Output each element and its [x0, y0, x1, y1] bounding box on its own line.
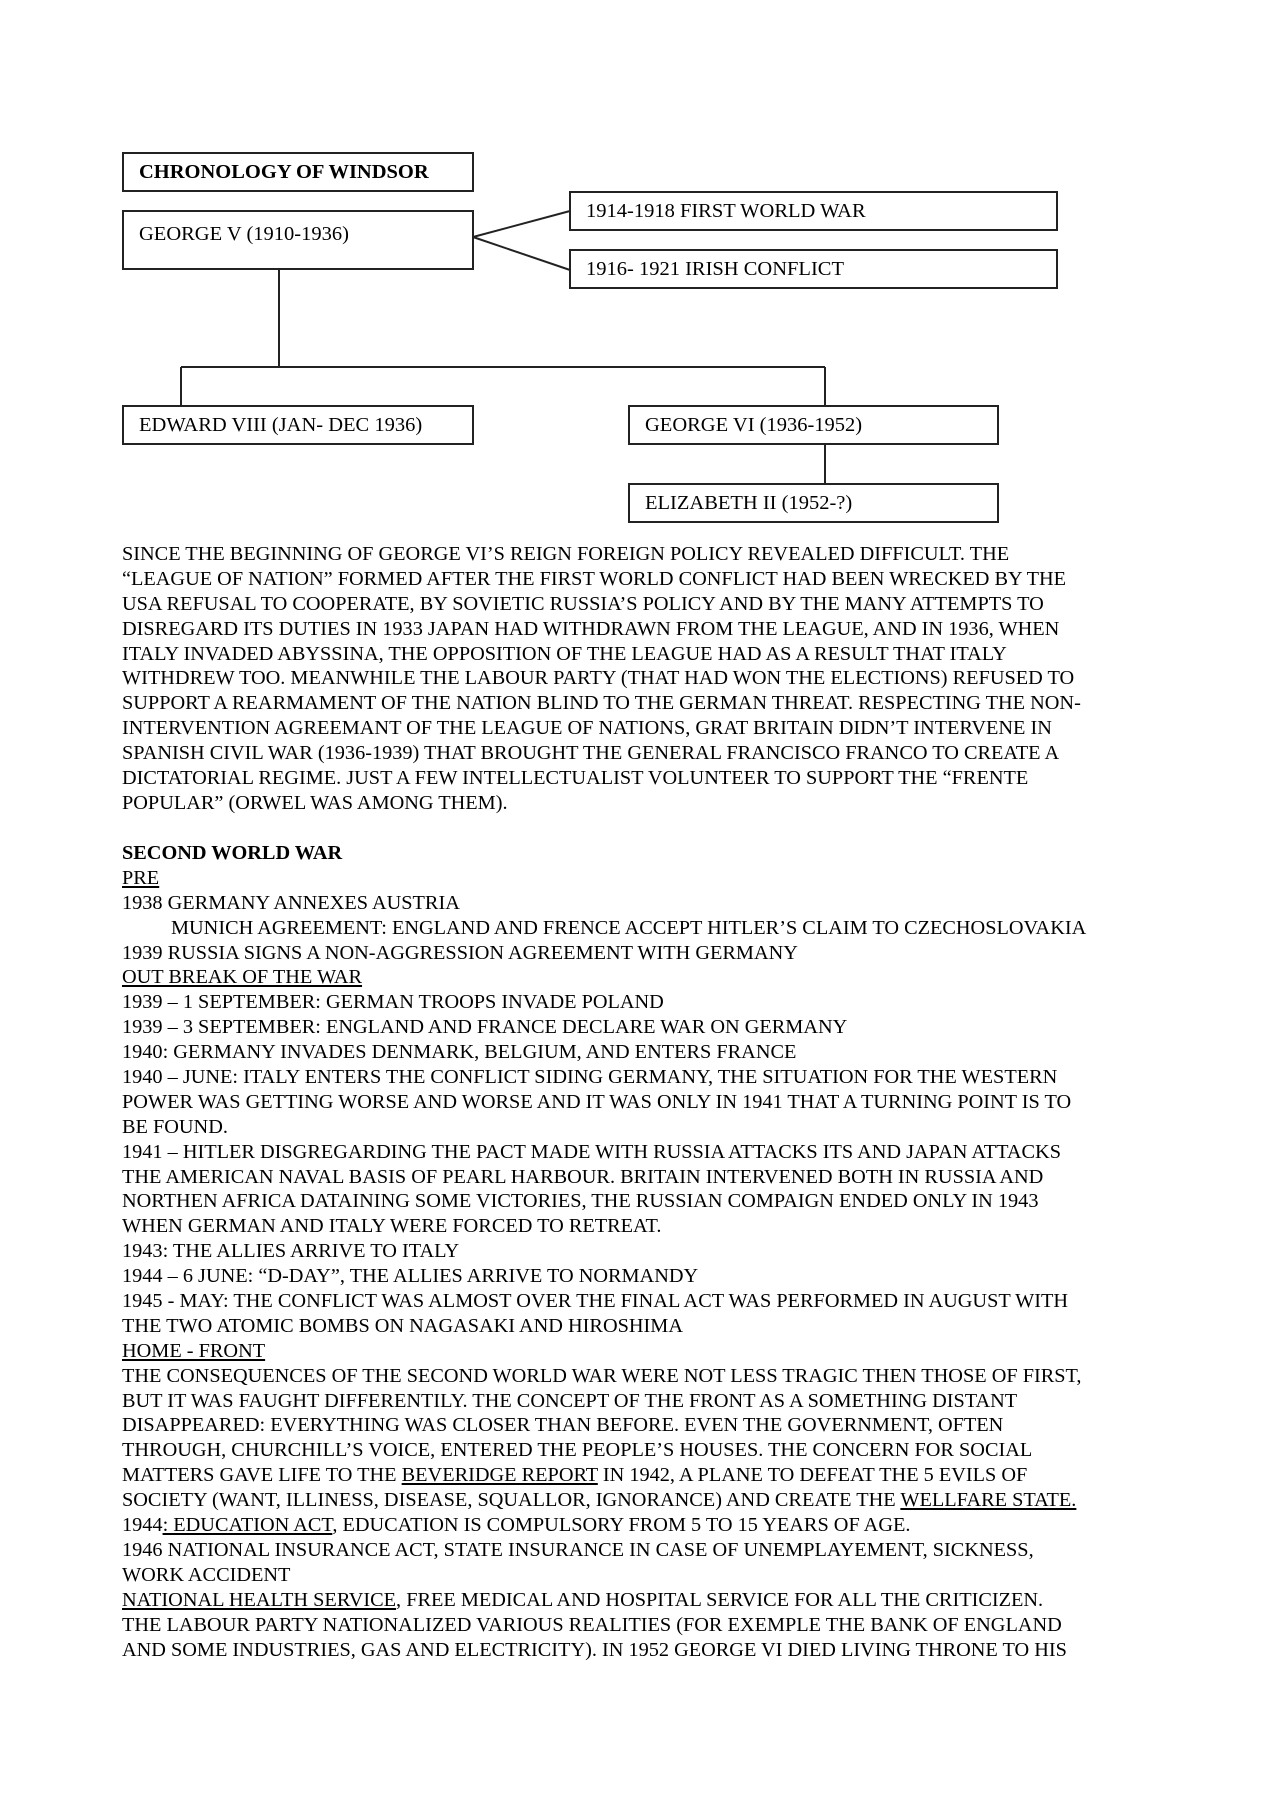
intro-line: WITHDREW TOO. MEANWHILE THE LABOUR PARTY (THAT HAD WON THE ELECTIONS) REFUSED TO: [122, 667, 1075, 690]
outbreak-item: 1944 – 6 JUNE: “D-DAY”, THE ALLIES ARRIVE TO NORMANDY: [122, 1265, 699, 1288]
outbreak-item: BE FOUND.: [122, 1115, 228, 1138]
welfare-line: [122, 1488, 1162, 1513]
pre-item: 1939 RUSSIA SIGNS A NON-AGGRESSION AGREEMENT WITH GERMANY: [122, 941, 798, 964]
education-line-text: , EDUCATION IS COMPULSORY FROM 5 TO 15 YEARS OF AGE.: [332, 1514, 911, 1537]
beveridge-line: [122, 1463, 1162, 1488]
intro-line: “LEAGUE OF NATION” FORMED AFTER THE FIRST WORLD CONFLICT HAD BEEN WRECKED BY THE: [122, 567, 1067, 590]
intro-line: SINCE THE BEGINNING OF GEORGE VI’S REIGN FOREIGN POLICY REVEALED DIFFICULT. THE: [122, 543, 1010, 565]
elizabeth-ii-box: [628, 483, 999, 523]
ww2-heading: SECOND WORLD WAR: [122, 842, 343, 864]
chronology-title-box: [122, 152, 474, 192]
outbreak-heading: OUT BREAK OF THE WAR: [122, 966, 363, 989]
beveridge-report-term: BEVERIDGE REPORT: [401, 1464, 598, 1487]
george-vi-label: GEORGE VI (1936-1952): [645, 413, 863, 436]
home-front-heading: HOME - FRONT: [122, 1339, 266, 1362]
pre-item: 1938 GERMANY ANNEXES AUSTRIA: [122, 891, 460, 914]
edward-viii-label: EDWARD VIII (JAN- DEC 1936): [139, 413, 423, 436]
outbreak-item: THE AMERICAN NAVAL BASIS OF PEARL HARBOUR. BRITAIN INTERVENED BOTH IN RUSSIA AND: [122, 1165, 1044, 1188]
nhs-line: [122, 1588, 1162, 1613]
closing-line: AND SOME INDUSTRIES, GAS AND ELECTRICITY). IN 1952 GEORGE VI DIED LIVING THRONE TO HIS: [122, 1638, 1067, 1661]
george-v-label: GEORGE V (1910-1936): [139, 223, 349, 245]
edward-viii-box: [122, 405, 474, 445]
education-year: 1944: [122, 1514, 163, 1537]
welfare-state-term: WELLFARE STATE.: [900, 1489, 1077, 1512]
outbreak-item: WHEN GERMAN AND ITALY WERE FORCED TO RETREAT.: [122, 1215, 662, 1238]
intro-line: SPANISH CIVIL WAR (1936-1939) THAT BROUGHT THE GENERAL FRANCISCO FRANCO TO CREATE A: [122, 742, 1060, 765]
outbreak-item: POWER WAS GETTING WORSE AND WORSE AND IT WAS ONLY IN 1941 THAT A TURNING POINT IS TO: [122, 1090, 1072, 1113]
outbreak-item: 1943: THE ALLIES ARRIVE TO ITALY: [122, 1240, 460, 1263]
outbreak-item: THE TWO ATOMIC BOMBS ON NAGASAKI AND HIROSHIMA: [122, 1314, 683, 1337]
george-v-box: [122, 210, 474, 270]
education-act-term: : EDUCATION ACT: [162, 1514, 333, 1537]
elizabeth-ii-label: ELIZABETH II (1952-?): [645, 491, 853, 514]
irish-conflict-box: [569, 249, 1058, 289]
education-line: [122, 1513, 1162, 1538]
beveridge-line-text: MATTERS GAVE LIFE TO THE: [122, 1464, 402, 1487]
outbreak-item: NORTHEN AFRICA DATAINING SOME VICTORIES, THE RUSSIAN COMPAIGN ENDED ONLY IN 1943: [122, 1190, 1039, 1213]
george-vi-box: [628, 405, 999, 445]
insurance-line: 1946 NATIONAL INSURANCE ACT, STATE INSURANCE IN CASE OF UNEMPLAYEMENT, SICKNESS,: [122, 1538, 1034, 1561]
ww2-section: [122, 841, 1162, 1662]
pre-heading: PRE: [122, 866, 160, 889]
outbreak-item: 1940: GERMANY INVADES DENMARK, BELGIUM, AND ENTERS FRANCE: [122, 1041, 797, 1064]
home-front-line: THE CONSEQUENCES OF THE SECOND WORLD WAR WERE NOT LESS TRAGIC THEN THOSE OF FIRST,: [122, 1364, 1082, 1387]
home-front-line: BUT IT WAS FAUGHT DIFFERENTILY. THE CONCEPT OF THE FRONT AS A SOMETHING DISTANT: [122, 1389, 1018, 1412]
pre-item: MUNICH AGREEMENT: ENGLAND AND FRENCE ACCEPT HITLER’S CLAIM TO CZECHOSLOVAKIA: [171, 916, 1087, 939]
intro-line: DICTATORIAL REGIME. JUST A FEW INTELLECTUALIST VOLUNTEER TO SUPPORT THE “FRENTE: [122, 767, 1029, 790]
outbreak-item: 1939 – 3 SEPTEMBER: ENGLAND AND FRANCE DECLARE WAR ON GERMANY: [122, 1016, 848, 1039]
welfare-line-text: SOCIETY (WANT, ILLINESS, DISEASE, SQUALLOR, IGNORANCE) AND CREATE THE: [122, 1489, 901, 1512]
irish-conflict-label: 1916- 1921 IRISH CONFLICT: [586, 257, 844, 280]
intro-paragraph: [122, 542, 1162, 816]
intro-line: DISREGARD ITS DUTIES IN 1933 JAPAN HAD WITHDRAWN FROM THE LEAGUE, AND IN 1936, WHEN: [122, 617, 1060, 640]
outbreak-item: 1940 – JUNE: ITALY ENTERS THE CONFLICT SIDING GERMANY, THE SITUATION FOR THE WESTERN: [122, 1066, 1058, 1089]
ww1-label: 1914-1918 FIRST WORLD WAR: [586, 199, 866, 222]
nhs-line-text: , FREE MEDICAL AND HOSPITAL SERVICE FOR ALL THE CRITICIZEN.: [396, 1588, 1044, 1611]
intro-line: POPULAR” (ORWEL WAS AMONG THEM).: [122, 791, 508, 814]
chronology-title: CHRONOLOGY OF WINDSOR: [139, 160, 429, 183]
insurance-line: WORK ACCIDENT: [122, 1563, 291, 1586]
intro-line: ITALY INVADED ABYSSINA, THE OPPOSITION OF THE LEAGUE HAD AS A RESULT THAT ITALY: [122, 642, 1007, 665]
home-front-line: DISAPPEARED: EVERYTHING WAS CLOSER THAN BEFORE. EVEN THE GOVERNMENT, OFTEN: [122, 1414, 1004, 1437]
closing-line: THE LABOUR PARTY NATIONALIZED VARIOUS REALITIES (FOR EXEMPLE THE BANK OF ENGLAND: [122, 1613, 1062, 1636]
outbreak-item: 1945 - MAY: THE CONFLICT WAS ALMOST OVER THE FINAL ACT WAS PERFORMED IN AUGUST WITH: [122, 1290, 1069, 1313]
intro-line: USA REFUSAL TO COOPERATE, BY SOVIETIC RUSSIA’S POLICY AND BY THE MANY ATTEMPTS TO: [122, 592, 1044, 615]
outbreak-item: 1939 – 1 SEPTEMBER: GERMAN TROOPS INVADE POLAND: [122, 991, 664, 1014]
home-front-line: THROUGH, CHURCHILL’S VOICE, ENTERED THE PEOPLE’S HOUSES. THE CONCERN FOR SOCIAL: [122, 1439, 1033, 1462]
ww1-box: [569, 191, 1058, 231]
intro-line: INTERVENTION AGREEMANT OF THE LEAGUE OF NATIONS, GRAT BRITAIN DIDN’T INTERVENE IN: [122, 717, 1052, 740]
connector-ww1: [473, 211, 570, 237]
beveridge-line-text-end: IN 1942, A PLANE TO DEFEAT THE 5 EVILS OF: [597, 1464, 1028, 1487]
connector-irish: [473, 237, 570, 270]
nhs-term: NATIONAL HEALTH SERVICE: [122, 1588, 397, 1611]
outbreak-item: 1941 – HITLER DISGREGARDING THE PACT MADE WITH RUSSIA ATTACKS ITS AND JAPAN ATTACKS: [122, 1140, 1061, 1163]
intro-line: SUPPORT A REARMAMENT OF THE NATION BLIND TO THE GERMAN THREAT. RESPECTING THE NON-: [122, 692, 1081, 715]
